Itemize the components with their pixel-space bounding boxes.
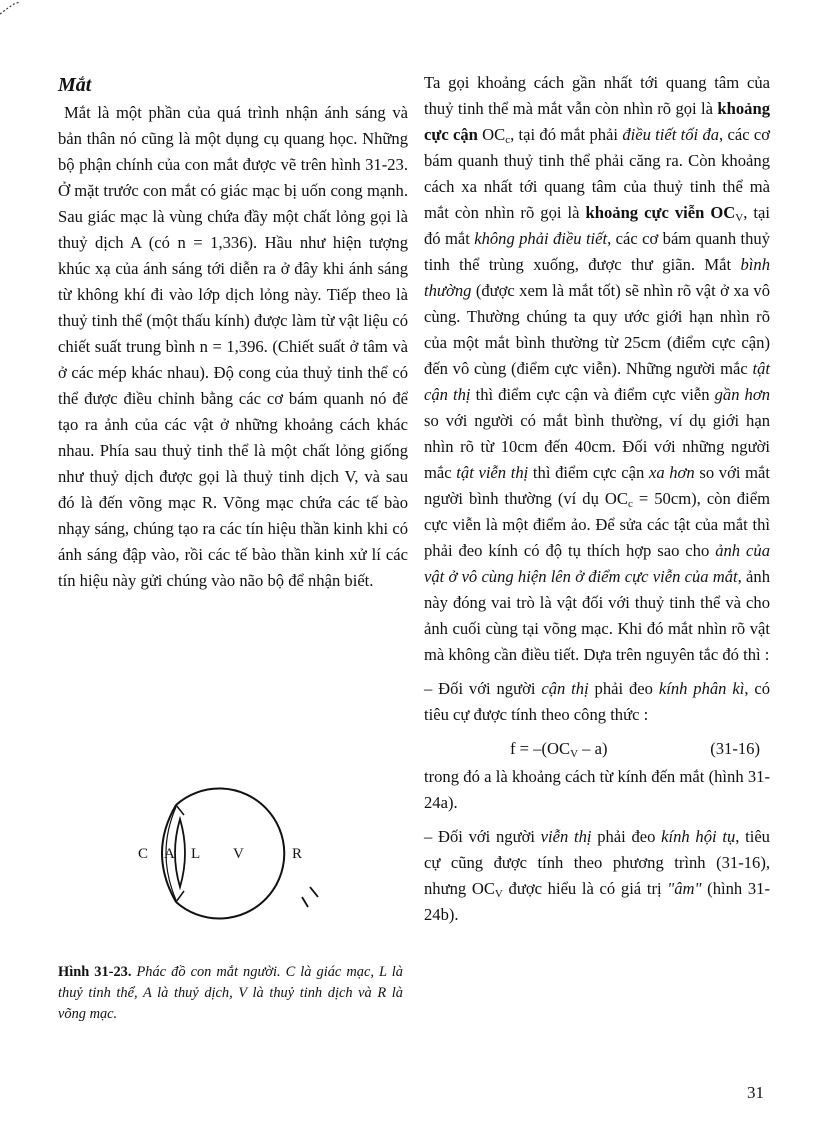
label-aqueous: A (164, 846, 175, 862)
right-paragraph-formula-note: trong đó a là khoảng cách từ kính đến mắt (hình 31-24a). (424, 767, 770, 812)
formula-expression: $f = -(OC_V - a)$ (510, 739, 608, 760)
corner-scan-mark (0, 0, 30, 18)
label-lens: L (191, 846, 201, 862)
formula-number: (31-16) (710, 739, 760, 758)
page-number: 31 (747, 1083, 764, 1102)
section-heading: Mắt (58, 74, 92, 96)
caption-text: Phác đồ con mắt người. C là giác mạc, L là thuỷ tinh thể, A là thuỷ dịch, V là thuỷ tinh dịch và R là võng mạc. (58, 964, 403, 1022)
eye-diagram (130, 775, 330, 930)
label-vitreous: V (233, 846, 244, 862)
right-paragraph-main: Ta gọi khoảng cách gần nhất tới quang tâm của thuỷ tinh thể mà mắt vẫn còn nhìn rõ gọi là khoảng cực cận $OC_c$, tại đó mắt phải điều tiết tối đa, các cơ bám quanh thuỷ tinh thể phải căng ra. Còn khoảng cách xa nhất tới quang tâm của thuỷ tinh thể mà mắt còn nhìn rõ gọi là khoảng cực viễn $OC_V$, tại đó mắt không phải điều tiết, các cơ bám quanh thuỷ tinh thể trùng xuống, được thư giãn. Mắt bình thường (được xem là mắt tốt) sẽ nhìn rõ vật ở xa vô cùng. Thường chúng ta quy ước giới hạn nhìn rõ của một mắt bình thường từ 25cm (điểm cực cận) đến vô cùng (điểm cực viễn). Những người mắc tật cận thị thì điểm cực cận và điểm cực viễn gần hơn so với người có mắt bình thường, ví dụ giới hạn nhìn rõ từ 10cm đến 40cm. Đối với những người mắc tật viễn thị thì điểm cực cận xa hơn so với mắt người bình thường (ví dụ $OC_c = 50cm$), còn điểm cực viễn là một điểm ảo. Để sửa các tật của mắt thì phải đeo kính có độ tụ thích hợp sao cho ảnh của vật ở vô cùng hiện lên ở điểm cực viễn của mắt, ảnh này đóng vai trò là vật đối với thuỷ tinh thể và cho ảnh cuối cùng tại võng mạc. Khi đó mắt nhìn rõ vật mà không cần điều tiết. Dựa trên nguyên tắc đó thì : (424, 73, 771, 664)
right-paragraph-hyperopia: – Đối với người viễn thị phải đeo kính hội tụ, tiêu cự cũng được tính theo phương trình (31-16), nhưng $OC_V$ được hiểu là có giá trị "âm" (hình 31-24b). (424, 827, 770, 924)
figure-caption (58, 962, 403, 1025)
formula-31-16 (424, 736, 770, 762)
left-body-paragraph: Mắt là một phần của quá trình nhận ánh sáng và bản thân nó cũng là một dụng cụ quang học. Những bộ phận chính của con mắt được vẽ trên hình 31-23. Ở mặt trước con mắt có giác mạc bị uốn cong mạnh. Sau giác mạc là vùng chứa đầy một chất lỏng gọi là thuỷ dịch A (có n = 1,336). Hầu như hiện tượng khúc xạ của ánh sáng tới diễn ra ở đây khi ánh sáng từ không khí đi vào lớp dịch lỏng này. Tiếp theo là thuỷ tinh thể (một thấu kính) được làm từ vật liệu có chiết suất trung bình n = 1,396. (Chiết suất ở tâm và ở các mép khác nhau). Độ cong của thuỷ tinh thể có thể được điều chỉnh bằng các cơ bám quanh nó để tạo ra ảnh của các vật ở những khoảng cách khác nhau. Phía sau thuỷ tinh thể là một chất lỏng giống như thuỷ dịch được gọi là thuỷ tinh dịch V, và sau đó là đến võng mạc R. Võng mạc chứa các tế bào nhạy sáng, chúng tạo ra các tín hiệu thần kinh khi có ánh sáng đập vào, rồi các tế bào thần kinh xử lí các tín hiệu này gửi chúng vào não bộ để nhận biết. (58, 103, 408, 590)
right-paragraph-myopia: – Đối với người cận thị phải đeo kính phân kì, có tiêu cự được tính theo công thức : (424, 679, 771, 724)
right-column (424, 70, 770, 928)
caption-label: Hình 31-23. (58, 964, 132, 980)
label-retina: R (292, 846, 303, 862)
label-cornea: C (138, 846, 149, 862)
left-column (58, 70, 408, 594)
